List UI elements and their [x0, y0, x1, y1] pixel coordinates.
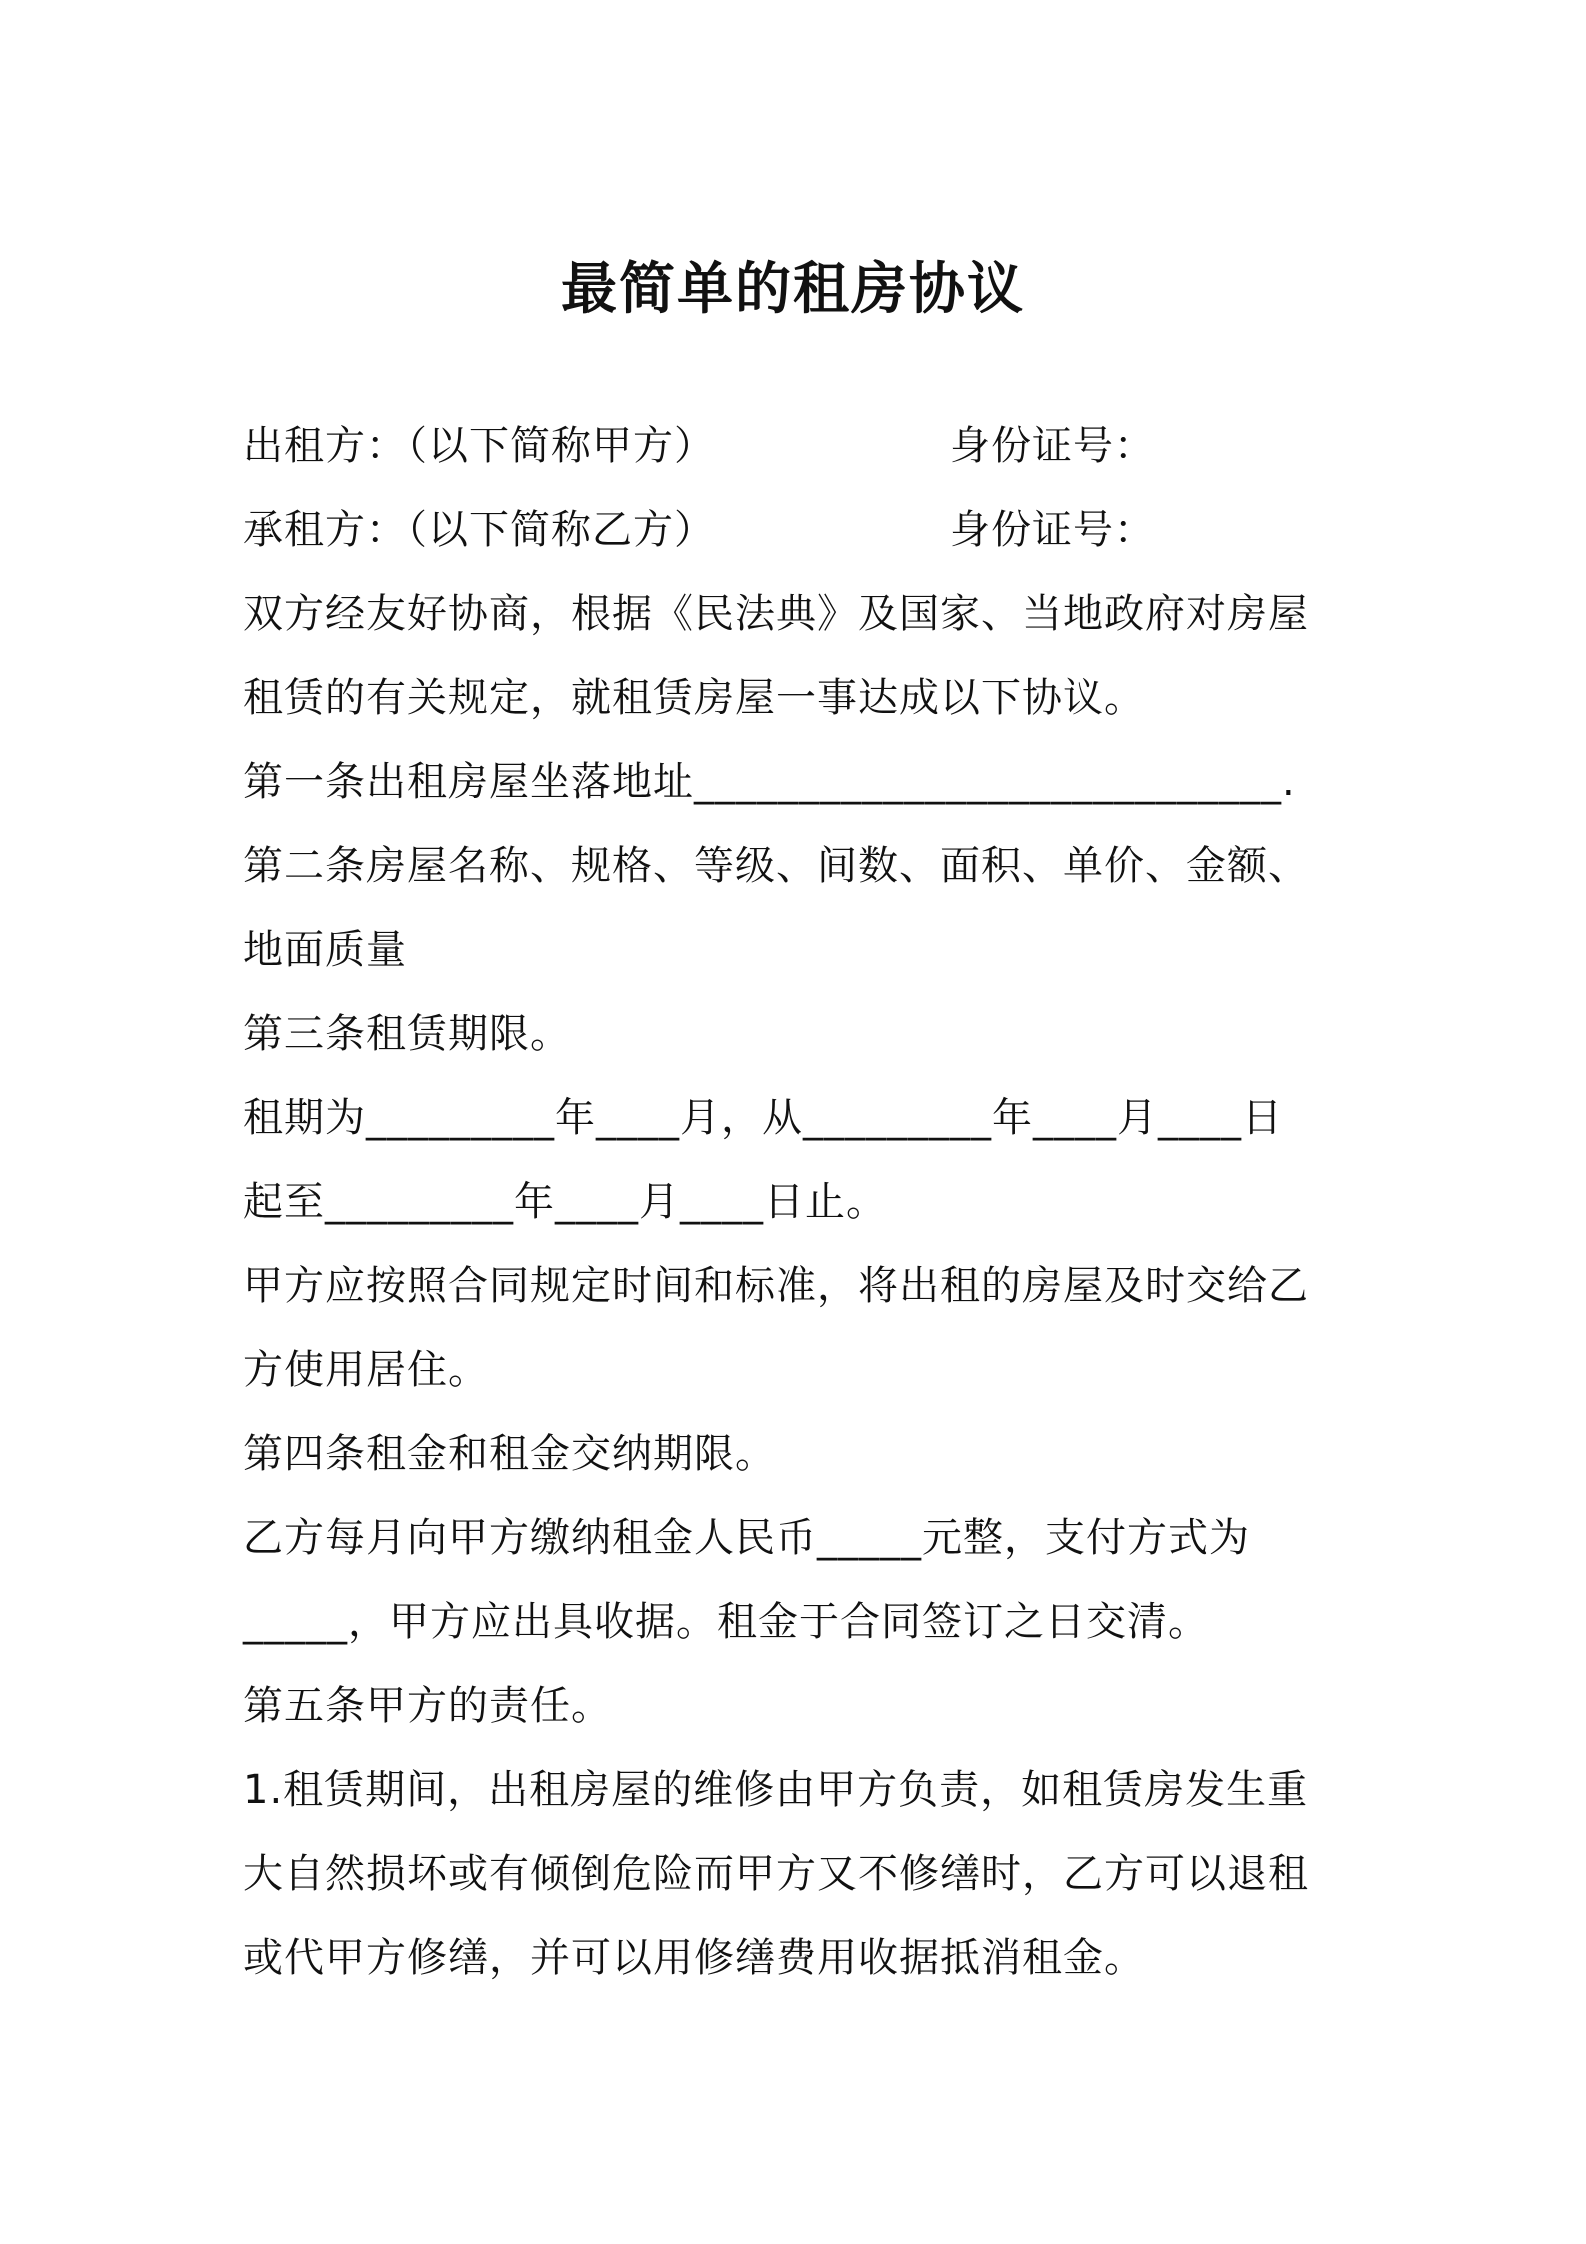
- body-line: 双方经友好协商，根据《民法典》及国家、当地政府对房屋: [243, 591, 1309, 637]
- body-line: 大自然损坏或有倾倒危险而甲方又不修缮时，乙方可以退租: [243, 1851, 1309, 1897]
- document-title: 最简单的租房协议: [561, 257, 1025, 322]
- body-line: 1.租赁期间，出租房屋的维修由甲方负责，如租赁房发生重: [243, 1767, 1309, 1813]
- party-a-label: 出租方：（以下简称甲方）: [243, 423, 715, 469]
- body-line: 乙方每月向甲方缴纳租金人民币_____元整，支付方式为: [243, 1515, 1250, 1561]
- body-line: _____，甲方应出具收据。租金于合同签订之日交清。: [243, 1599, 1209, 1645]
- body-line: 甲方应按照合同规定时间和标准，将出租的房屋及时交给乙: [243, 1263, 1309, 1309]
- body-line: 第四条租金和租金交纳期限。: [243, 1431, 776, 1477]
- body-line: 租期为_________年____月，从_________年____月____日: [243, 1095, 1283, 1141]
- body-line: 或代甲方修缮，并可以用修缮费用收据抵消租金。: [243, 1935, 1145, 1981]
- party-a-id-label: 身份证号：: [950, 423, 1155, 469]
- body-line: 地面质量: [243, 927, 407, 973]
- body-line: 起至_________年____月____日止。: [243, 1179, 887, 1225]
- body-line: 租赁的有关规定，就租赁房屋一事达成以下协议。: [243, 675, 1145, 721]
- body-line: 第二条房屋名称、规格、等级、间数、面积、单价、金额、: [243, 843, 1309, 889]
- body-line: 第一条出租房屋坐落地址____________________________.: [243, 759, 1296, 805]
- party-b-label: 承租方：（以下简称乙方）: [243, 507, 715, 553]
- body-line: 第三条租赁期限。: [243, 1011, 571, 1057]
- party-b-id-label: 身份证号：: [950, 507, 1155, 553]
- body-line: 第五条甲方的责任。: [243, 1683, 612, 1729]
- body-line: 方使用居住。: [243, 1347, 489, 1393]
